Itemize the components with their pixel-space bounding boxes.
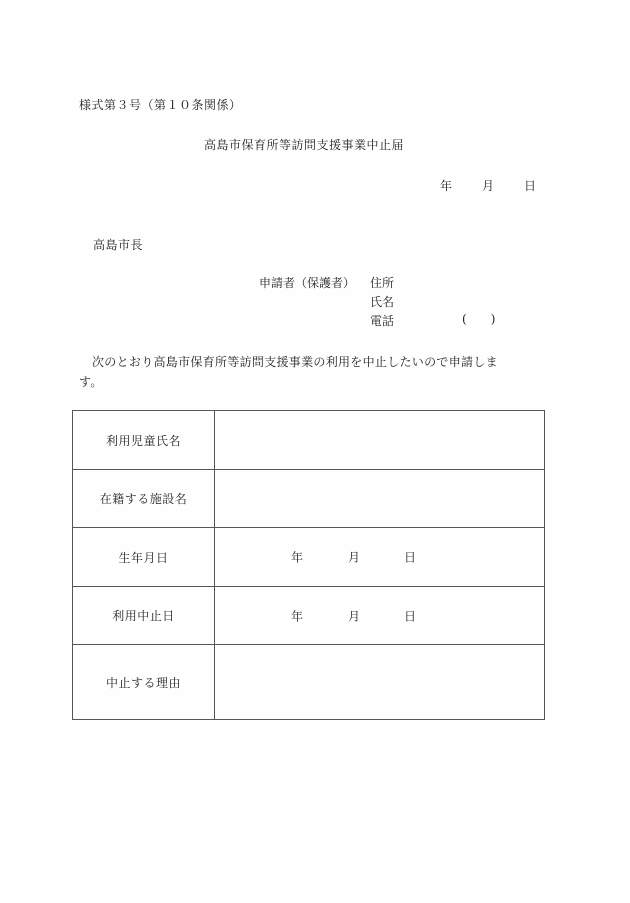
request-statement xyxy=(79,352,551,392)
request-statement-line1: 次のとおり高島市保育所等訪問支援事業の利用を中止したいので申請しま xyxy=(92,355,498,369)
birth-date-field[interactable] xyxy=(215,528,545,587)
birth-date-year-label: 年 xyxy=(291,550,304,565)
stop-date-month-label: 月 xyxy=(348,609,361,623)
applicant-name-label: 氏名 xyxy=(370,295,395,309)
table-row-facility-name xyxy=(73,470,545,528)
label-facility-name: 在籍する施設名 xyxy=(73,470,215,528)
table-row-child-name xyxy=(73,411,545,470)
label-stop-date: 利用中止日 xyxy=(73,587,215,645)
stop-date-year-label: 年 xyxy=(291,609,304,623)
applicant-fields xyxy=(370,274,394,331)
label-child-name: 利用児童氏名 xyxy=(73,411,215,470)
applicant-phone-label: 電話 xyxy=(370,314,395,328)
table-row-stop-date xyxy=(73,587,545,645)
label-reason: 中止する理由 xyxy=(73,645,215,720)
reason-field[interactable] xyxy=(215,645,545,720)
submission-date xyxy=(440,177,536,194)
phone-paren-open: ( xyxy=(462,312,467,326)
label-birth-date: 生年月日 xyxy=(73,528,215,587)
document-title: 高島市保育所等訪問支援事業中止届 xyxy=(204,138,405,152)
phone-parentheses xyxy=(462,312,495,326)
addressee: 高島市長 xyxy=(93,238,144,252)
stop-date-day-label: 日 xyxy=(404,609,417,623)
date-day-label: 日 xyxy=(524,179,537,193)
date-year-label: 年 xyxy=(440,179,453,193)
date-month-label: 月 xyxy=(482,179,495,193)
table-row-birth-date xyxy=(73,528,545,587)
facility-name-field[interactable] xyxy=(215,470,545,528)
form-number: 様式第３号（第１０条関係） xyxy=(79,98,242,112)
request-statement-line2: す。 xyxy=(79,375,103,389)
applicant-address-label: 住所 xyxy=(370,276,395,290)
applicant-label: 申請者（保護者） xyxy=(259,276,356,290)
stop-date-field[interactable] xyxy=(215,587,545,645)
phone-paren-close: ) xyxy=(490,312,496,326)
child-name-field[interactable] xyxy=(215,411,545,470)
birth-date-month-label: 月 xyxy=(348,550,361,565)
cancellation-form-table xyxy=(72,410,545,720)
table-row-reason xyxy=(73,645,545,720)
birth-date-day-label: 日 xyxy=(404,550,417,565)
